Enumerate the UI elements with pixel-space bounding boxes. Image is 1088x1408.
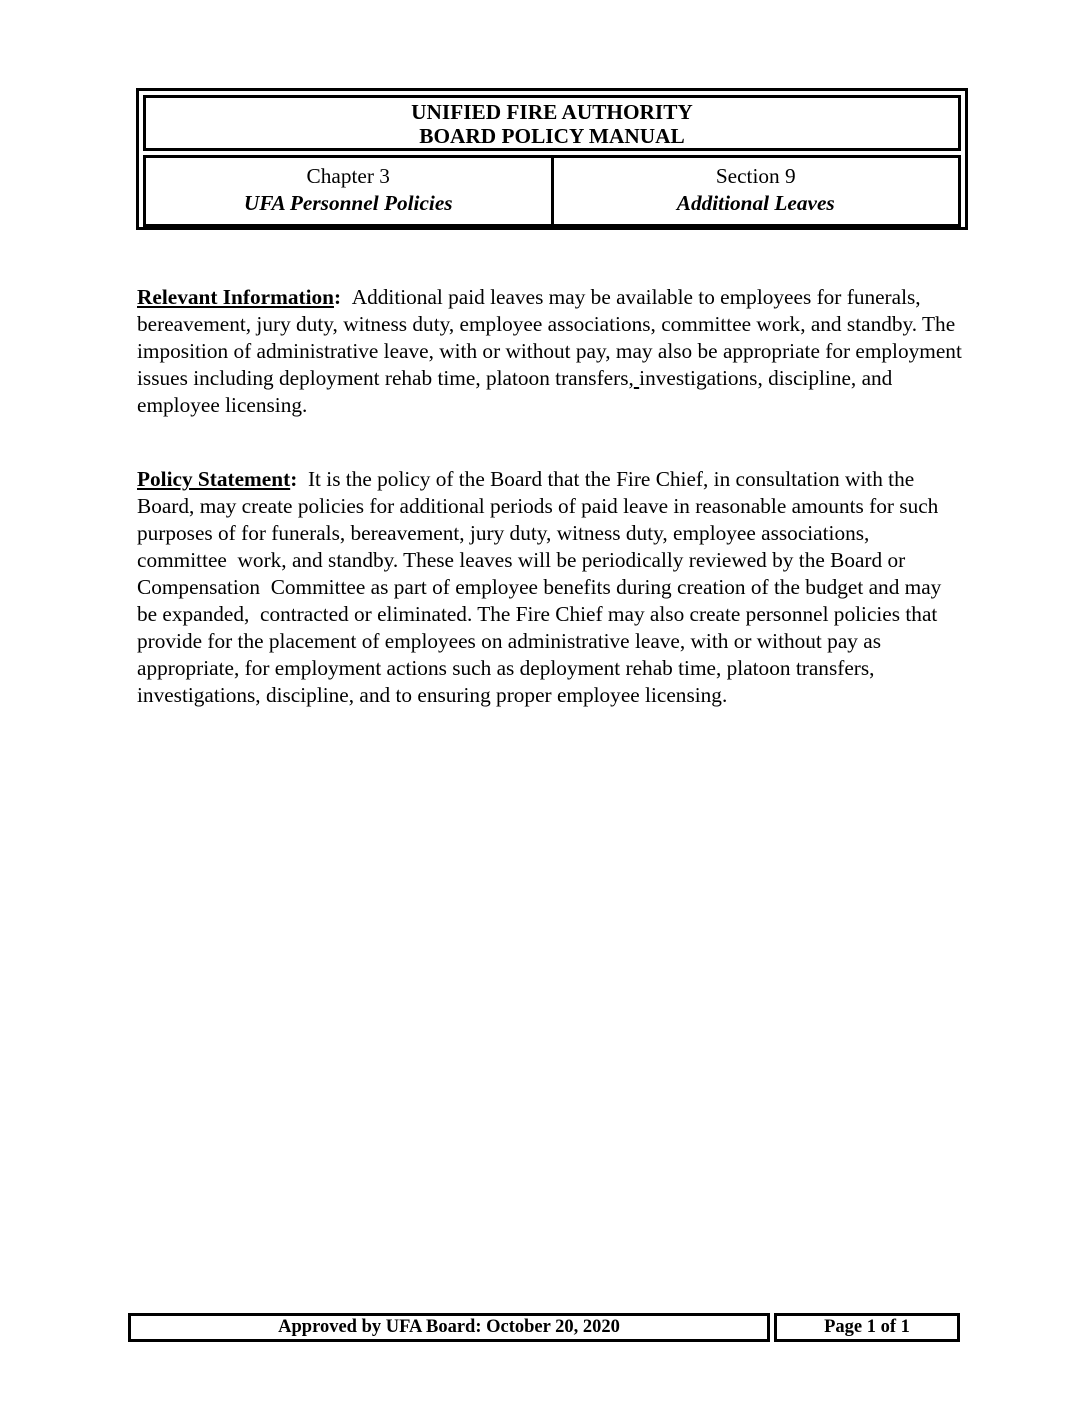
policy-statement-body: It is the policy of the Board that the Fire Chief, in consultation with the Board, may create policies for additional periods of paid leave in reasonable amounts for such purposes of for funerals, bereavement, jury duty, witness duty, employee associations, committee work, and standby. These leaves will be periodically reviewed by the Board or Compensation Committee as part of employee benefits during creation of the budget and may be expanded, contracted or eliminated. The Fire Chief may also create personnel policies that provide for the placement of employees on administrative leave, with or without pay as appropriate, for employment actions such as deployment rehab time, platoon transfers, investigations, discipline, and to ensuring proper employee licensing. — [137, 467, 947, 707]
relevant-information-body-1: Additional paid leaves may be available to employees for funerals, bereavement, jury duty, witness duty, employee associations, committee work, and standby. The imposition of administrative leave, with or without pay, may also be appropriate for employment issues including deployment rehab time, platoon transfers, — [137, 285, 968, 390]
policy-statement-paragraph — [137, 466, 963, 709]
footer-table — [128, 1313, 960, 1342]
chapter-section-table — [143, 155, 961, 227]
policy-statement-separator: : — [290, 467, 308, 491]
relevant-information-separator: : — [333, 285, 352, 309]
relevant-information-paragraph — [137, 284, 968, 419]
header-table — [136, 88, 968, 230]
section-cell — [554, 158, 959, 224]
chapter-number: Chapter 3 — [306, 164, 390, 188]
chapter-cell — [146, 158, 554, 224]
policy-statement-heading: Policy Statement — [137, 467, 291, 491]
chapter-title: UFA Personnel Policies — [243, 191, 453, 215]
relevant-information-heading: Relevant Information — [137, 285, 334, 309]
document-title-line1: UNIFIED FIRE AUTHORITY — [411, 100, 693, 124]
section-title: Additional Leaves — [676, 191, 835, 215]
section-number: Section 9 — [715, 164, 796, 188]
document-title-box — [143, 95, 961, 151]
relevant-information-body-2: investigations, discipline, and employee licensing. — [137, 366, 898, 417]
approval-cell: Approved by UFA Board: October 20, 2020 — [128, 1313, 770, 1342]
page-number-cell: Page 1 of 1 — [774, 1313, 960, 1342]
document-title-line2: BOARD POLICY MANUAL — [419, 124, 685, 148]
